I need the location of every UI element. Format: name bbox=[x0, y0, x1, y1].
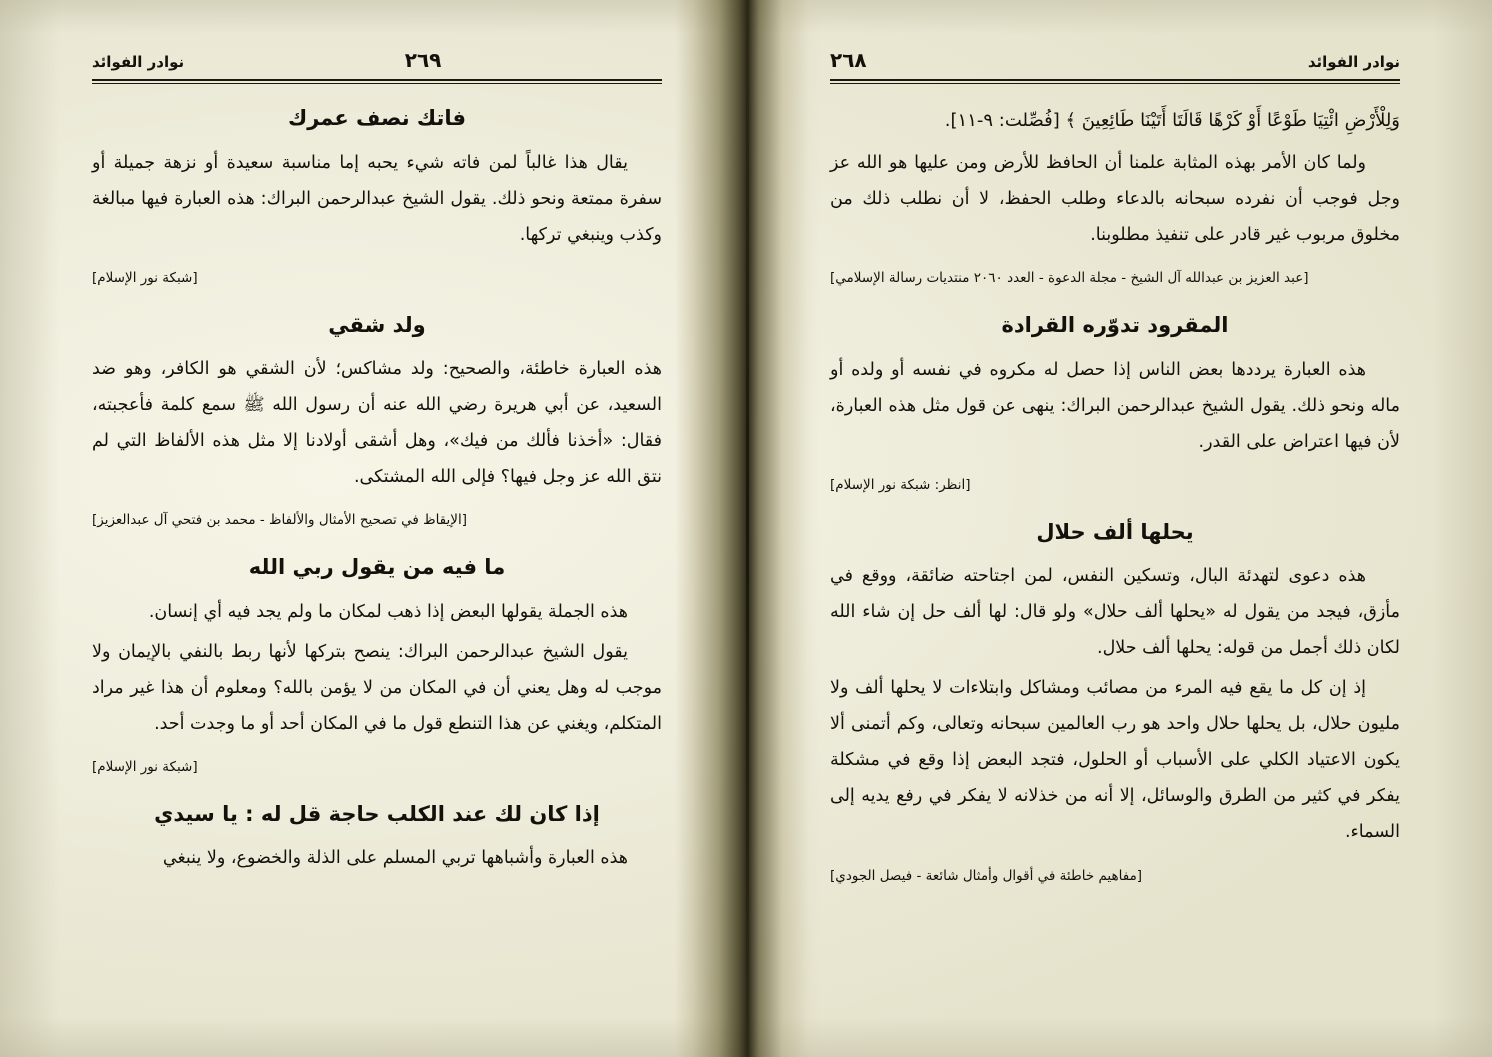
section-heading: يحلها ألف حلال bbox=[1036, 519, 1194, 544]
source-citation: [مفاهيم خاطئة في أقوال وأمثال شائعة - فيصل الجودي] bbox=[830, 867, 1143, 884]
quran-verse: وَلِلْأَرْضِ ائْتِيَا طَوْعًا أَوْ كَرْهًا قَالَتَا أَتَيْنَا طَائِعِينَ ﴾ [فُصِّلت: ٩-١١]. bbox=[944, 110, 1400, 131]
section-heading: المقرود تدوّره القرادة bbox=[1001, 313, 1229, 338]
section-heading: إذا كان لك عند الكلب حاجة قل له : يا سيدي bbox=[154, 801, 600, 826]
paragraph: هذه العبارة يرددها بعض الناس إذا حصل له مكروه في نفسه أو ولده أو ماله ونحو ذلك. يقول الشيخ عبدالرحمن البراك: ينهى عن قول مثل هذه العبارة، لأن فيها اعتراض على القدر. bbox=[830, 359, 1400, 452]
running-head-title: نوادر الفوائد bbox=[1307, 53, 1400, 71]
source-citation: [شبكة نور الإسلام] bbox=[92, 758, 198, 775]
source-citation: [شبكة نور الإسلام] bbox=[92, 269, 198, 286]
page-number-268: ٢٦٨ bbox=[830, 48, 867, 72]
page-269-body bbox=[92, 103, 662, 876]
paragraph: هذه العبارة خاطئة، والصحيح: ولد مشاكس؛ لأن الشقي هو الكافر، وهو ضد السعيد، عن أبي هريرة رضي الله عنه أن رسول الله ﷺ سمع كلمة فأعجبته، فقال: «أخذنا فألك من فيك»، وهل أشقى أولادنا إلا مثل هذه الألفاظ التي لم نتق الله عز وجل فيها؟ فإلى الله المشتكى. bbox=[92, 359, 662, 488]
paragraph: يقول الشيخ عبدالرحمن البراك: ينصح بتركها لأنها ربط بالنفي بالإيمان ولا موجب له وهل يعني أن في المكان من لا يؤمن بالله؟ ومعلوم أن هذا غير مراد المتكلم، ويغني عن هذا التنطع قول ما في المكان أحد أو ما وجدت أحد. bbox=[92, 641, 662, 734]
paragraph: هذه الجملة يقولها البعض إذا ذهب لمكان ما ولم يجد فيه أي إنسان. bbox=[148, 601, 628, 622]
section-heading: ما فيه من يقول ربي الله bbox=[248, 555, 506, 580]
paragraph: يقال هذا غالباً لمن فاته شيء يحبه إما مناسبة سعيدة أو نزهة جميلة أو سفرة ممتعة ونحو ذلك. يقول الشيخ عبدالرحمن البراك: هذه العبارة فيها مبالغة وكذب وينبغي تركها. bbox=[92, 152, 662, 245]
page-number-269: ٢٦٩ bbox=[404, 48, 442, 72]
source-citation: [عبد العزيز بن عبدالله آل الشيخ - مجلة الدعوة - العدد ٢٠٦٠ منتديات رسالة الإسلامي] bbox=[830, 270, 1309, 287]
source-citation: [الإيقاظ في تصحيح الأمثال والألفاظ - محمد بن فتحي آل عبدالعزيز] bbox=[92, 512, 467, 529]
page-268-body bbox=[830, 103, 1400, 887]
source-citation: [انظر: شبكة نور الإسلام] bbox=[830, 476, 971, 493]
paragraph: إذ إن كل ما يقع فيه المرء من مصائب ومشاكل وابتلاءات لا يحلها ألف ولا مليون حلال، بل يحلها حلال واحد هو رب العالمين سبحانه وتعالى، وكم أتمنى ألا يكون الاعتياد الكلي على الأسباب أو الحلول، فتجد البعض إذا وقع في مشكلة يفكر في كثير من الطرق والوسائل، إلا أنه من خذلانه لا يفكر في رفع يديه إلى السماء. bbox=[830, 678, 1400, 843]
section-heading: ولد شقي bbox=[328, 312, 426, 337]
paragraph: هذه دعوى لتهدئة البال، وتسكين النفس، لمن اجتاحته ضائقة، ووقع في مأزق، فيجد من يقول له «يحلها ألف حلال» ولو قال: لها ألف حل إن شاء الله لكان ذلك أجمل من قوله: يحلها ألف حلال. bbox=[830, 566, 1400, 659]
paragraph: هذه العبارة وأشباهها تربي المسلم على الذلة والخضوع، ولا ينبغي bbox=[162, 848, 628, 869]
paragraph: ولما كان الأمر بهذه المثابة علمنا أن الحافظ للأرض ومن عليها هو الله عز وجل فوجب أن نفرده سبحانه بالدعاء وطلب الحفظ، لا أن نطلب ذلك من مخلوق مربوب غير قادر على تنفيذ مطلوبنا. bbox=[830, 153, 1400, 246]
running-head-268 bbox=[830, 48, 1400, 81]
section-heading: فاتك نصف عمرك bbox=[287, 106, 467, 130]
page-268 bbox=[830, 48, 1400, 895]
running-head-title: نوادر الفوائد bbox=[92, 53, 185, 71]
running-head-269 bbox=[92, 48, 662, 81]
page-269 bbox=[92, 48, 662, 880]
